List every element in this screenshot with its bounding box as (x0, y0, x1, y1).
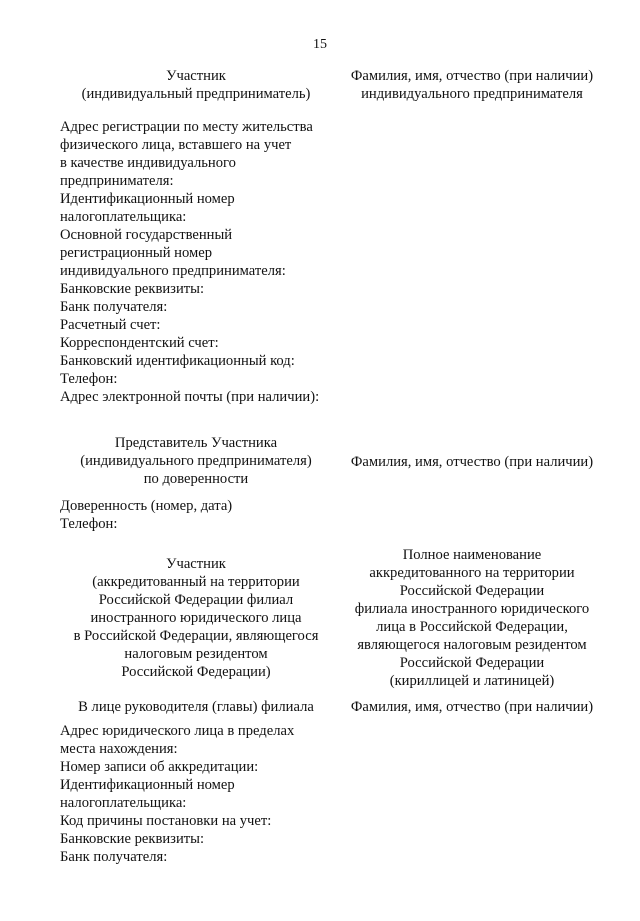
heading-line: аккредитованного на территории (369, 565, 575, 581)
field-label: Доверенность (номер, дата) (60, 498, 233, 514)
branch-head-subheading (60, 698, 332, 716)
heading-line: индивидуального предпринимателя (361, 86, 583, 102)
heading-line: налоговым резидентом (124, 646, 268, 662)
field-label: регистрационный номер (60, 245, 213, 261)
field-label: в качестве индивидуального (60, 155, 236, 171)
heading-line: (индивидуальный предприниматель) (81, 86, 311, 102)
participant-ip-name-heading (336, 67, 608, 103)
field-label: налогоплательщика: (60, 795, 187, 811)
heading-line: Фамилия, имя, отчество (при наличии) (350, 68, 594, 84)
field-label: индивидуального предпринимателя: (60, 263, 286, 279)
field-label: Номер записи об аккредитации: (60, 759, 259, 775)
field-label: предпринимателя: (60, 173, 174, 189)
heading-line: Российской Федерации (399, 583, 545, 599)
field-label: Банковские реквизиты: (60, 831, 204, 847)
heading-line: Участник (166, 68, 226, 84)
field-label: Идентификационный номер (60, 777, 235, 793)
heading-line: Фамилия, имя, отчество (при наличии) (350, 454, 594, 470)
field-label: Адрес электронной почты (при наличии): (60, 389, 320, 405)
field-label: Идентификационный номер (60, 191, 235, 207)
heading-line: филиала иностранного юридического (354, 601, 590, 617)
heading-line: (индивидуального предпринимателя) (80, 453, 312, 469)
representative-heading (60, 434, 332, 488)
heading-line: Фамилия, имя, отчество (при наличии) (350, 699, 594, 715)
field-label: места нахождения: (60, 741, 178, 757)
heading-line: Российской Федерации (399, 655, 545, 671)
representative-fields (60, 497, 350, 533)
field-label: Код причины постановки на учет: (60, 813, 272, 829)
field-label: Корреспондентский счет: (60, 335, 219, 351)
field-label: налогоплательщика: (60, 209, 187, 225)
field-label: Банковский идентификационный код: (60, 353, 295, 369)
heading-line: (кириллицей и латиницей) (389, 673, 555, 689)
field-label: Адрес юридического лица в пределах (60, 723, 295, 739)
branch-fields (60, 722, 350, 866)
participant-ip-heading (60, 67, 332, 103)
branch-full-name-heading (336, 546, 608, 690)
heading-line: Российской Федерации) (121, 664, 271, 680)
heading-line: в Российской Федерации, являющегося (73, 628, 319, 644)
heading-line: иностранного юридического лица (90, 610, 302, 626)
heading-line: (аккредитованный на территории (92, 574, 300, 590)
heading-line: лица в Российской Федерации, (376, 619, 568, 635)
heading-line: являющегося налоговым резидентом (357, 637, 587, 653)
field-label: Телефон: (60, 371, 118, 387)
field-label: Расчетный счет: (60, 317, 161, 333)
field-label: Банк получателя: (60, 299, 168, 315)
participant-ip-fields (60, 118, 350, 406)
heading-line: В лице руководителя (главы) филиала (78, 699, 314, 715)
branch-heading (60, 555, 332, 681)
heading-line: по доверенности (143, 471, 249, 487)
field-label: Банк получателя: (60, 849, 168, 865)
heading-line: Российской Федерации филиал (98, 592, 294, 608)
field-label: Телефон: (60, 516, 118, 532)
representative-name-heading (336, 453, 608, 471)
heading-line: Полное наименование (402, 547, 542, 563)
page-number: 15 (313, 37, 327, 52)
field-label: физического лица, вставшего на учет (60, 137, 292, 153)
field-label: Банковские реквизиты: (60, 281, 204, 297)
branch-head-name-subheading (336, 698, 608, 716)
heading-line: Участник (166, 556, 226, 572)
field-label: Адрес регистрации по месту жительства (60, 119, 313, 135)
heading-line: Представитель Участника (114, 435, 278, 451)
field-label: Основной государственный (60, 227, 233, 243)
